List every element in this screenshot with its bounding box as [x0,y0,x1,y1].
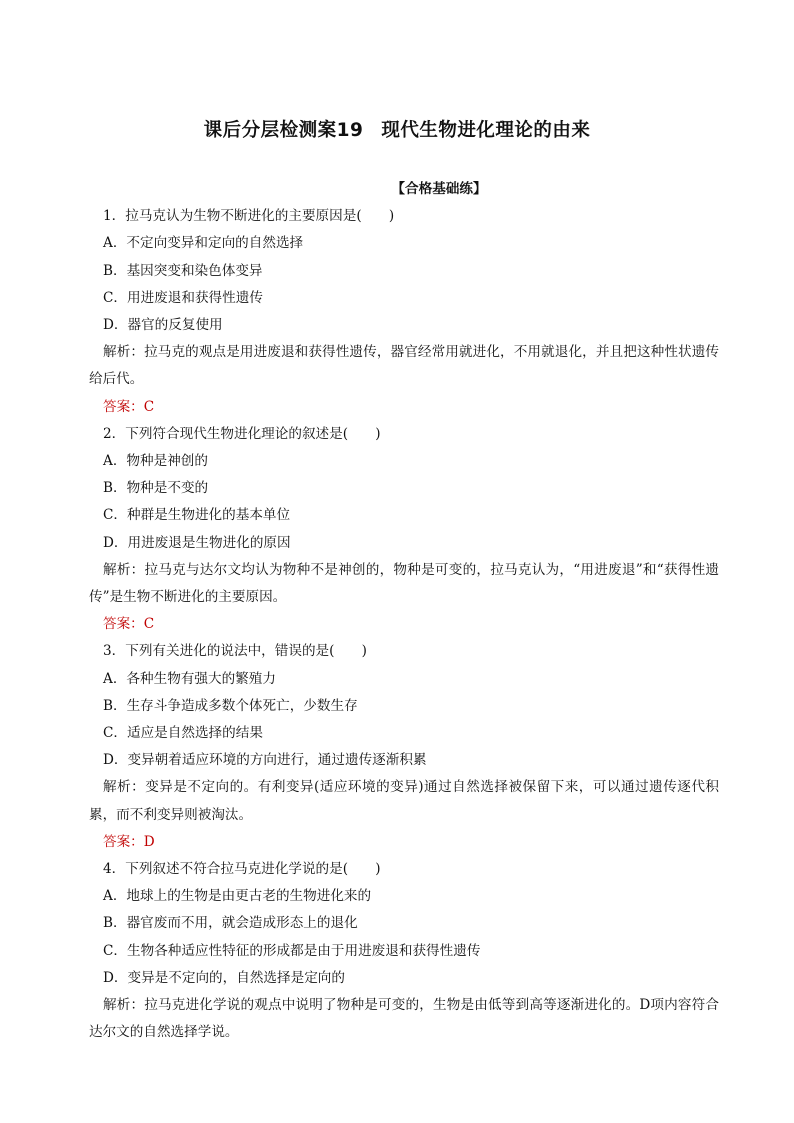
option-b: B．基因突变和染色体变异 [103,262,263,279]
answer-label: 答案： [103,616,144,633]
answer-line [89,611,719,638]
analysis-text: 解析：拉马克进化学说的观点中说明了物种是可变的，生物是由低等到高等逐渐进化的。D项内容符合达尔文的自然选择学说。 [89,997,719,1041]
page-title [0,116,794,142]
option-c: C．用进废退和获得性遗传 [103,289,263,306]
section-heading: 【合格基础练】 [391,181,487,197]
option-a: A．不定向变异和定向的自然选择 [103,235,304,252]
option-d: D．器官的反复使用 [103,317,223,334]
question-stem: 4．下列叙述不符合拉马克进化学说的是( ) [103,861,381,878]
option-c: C．种群是生物进化的基本单位 [103,507,291,524]
question-block-3 [89,638,719,856]
analysis-text: 解析：拉马克与达尔文均认为物种不是神创的，物种是可变的，拉马克认为，“用进废退”和“获得性遗传”是生物不断进化的主要原因。 [89,561,719,606]
question-block-1 [89,203,719,421]
content-body [89,176,719,1047]
title-main: 课后分层检测案19 [203,120,364,141]
question-stem: 3．下列有关进化的说法中，错误的是( ) [103,643,367,660]
answer-label: 答案： [103,833,144,850]
answer-value: C [143,616,155,633]
option-d: D．变异是不定向的，自然选择是定向的 [103,969,345,986]
option-a: A．物种是神创的 [103,453,208,470]
answer-value: D [143,833,155,850]
option-a: A．各种生物有强大的繁殖力 [103,670,276,687]
answer-line [89,394,719,421]
answer-value: C [143,398,155,415]
question-block-4 [89,856,719,1046]
option-c: C．生物各种适应性特征的形成都是由于用进废退和获得性遗传 [103,942,481,959]
answer-line [89,829,719,856]
option-b: B．生存斗争造成多数个体死亡，少数生存 [103,697,358,714]
analysis-text: 解析：变异是不定向的。有利变异(适应环境的变异)通过自然选择被保留下来，可以通过遗传逐代积累，而不利变异则被淘汰。 [89,779,719,823]
question-block-2 [89,421,719,639]
question-stem: 1．拉马克认为生物不断进化的主要原因是( ) [103,208,395,225]
option-b: B．器官废而不用，就会造成形态上的退化 [103,915,358,932]
option-c: C．适应是自然选择的结果 [103,725,263,742]
option-d: D．用进废退是生物进化的原因 [103,534,291,551]
option-b: B．物种是不变的 [103,480,209,497]
option-a: A．地球上的生物是由更古老的生物进化来的 [103,888,372,905]
option-d: D．变异朝着适应环境的方向进行，通过遗传逐渐积累 [103,752,427,769]
analysis-text: 解析：拉马克的观点是用进废退和获得性遗传，器官经常用就进化，不用就退化，并且把这种性状遗传给后代。 [89,344,719,388]
question-stem: 2．下列符合现代生物进化理论的叙述是( ) [103,425,381,442]
answer-label: 答案： [103,398,144,415]
title-sub: 现代生物进化理论的由来 [381,120,591,141]
